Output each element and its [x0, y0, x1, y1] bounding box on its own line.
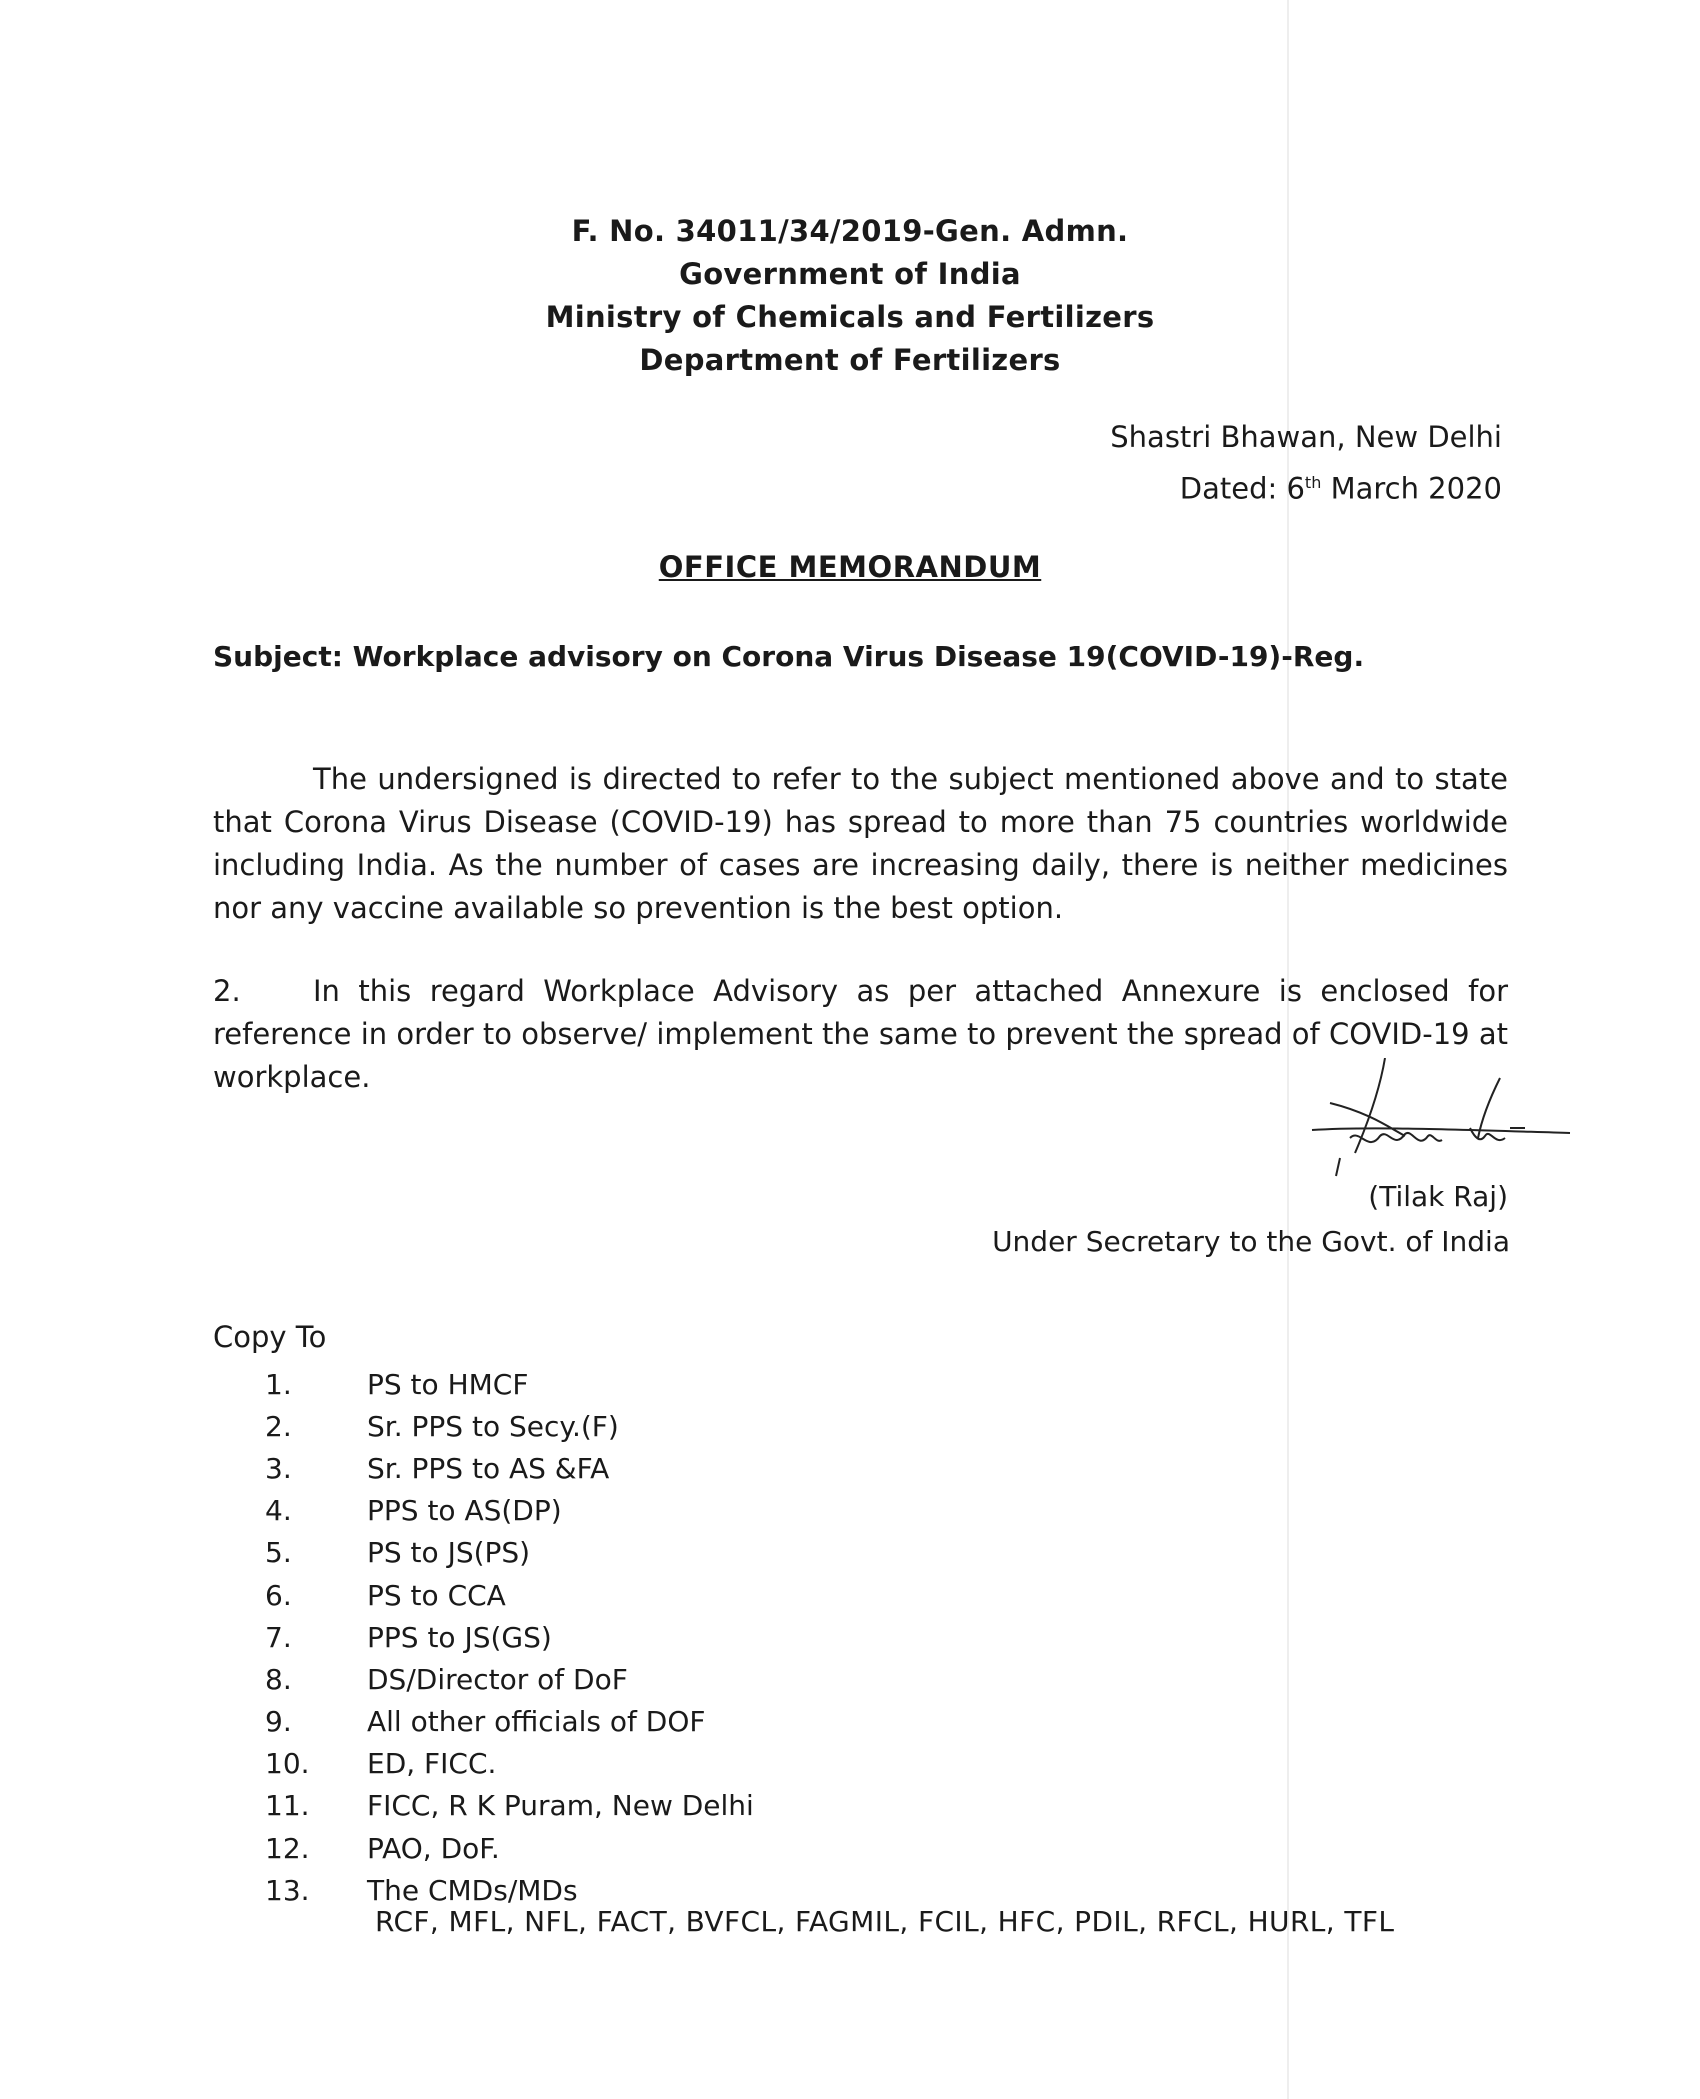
handwritten-signature: [1310, 1058, 1590, 1188]
list-item: 9. All other officials of DOF: [265, 1705, 706, 1739]
list-item: 10. ED, FICC.: [265, 1747, 497, 1781]
letterhead: [0, 210, 1700, 382]
list-item: 13. The CMDs/MDs: [265, 1873, 578, 1907]
department-line: Department of Fertilizers: [639, 343, 1061, 377]
date-line: Dated: 6th March 2020: [1179, 471, 1502, 506]
list-item: 12. PAO, DoF.: [265, 1831, 500, 1865]
place-and-date: [1110, 415, 1502, 512]
list-item: 4. PPS to AS(DP): [265, 1494, 562, 1528]
copy-to-heading: Copy To: [213, 1320, 327, 1354]
paragraph-2-text: In this regard Workplace Advisory as per attached Annexure is enclosed for reference in order to observe/ implement the same to prevent the spread of COVID-19 at workplace.: [213, 974, 1508, 1094]
paragraph-1: The undersigned is directed to refer to the subject mentioned above and to state that Corona Virus Disease (COVID-19) has spread to more than 75 countries worldwide including India. As the number of cases are increasing daily, there is neither medicines nor any vaccine available so prevention is the best option.: [213, 762, 1508, 925]
file-number: F. No. 34011/34/2019-Gen. Admn.: [571, 214, 1129, 248]
list-item: 2. Sr. PPS to Secy.(F): [265, 1409, 619, 1443]
subject-line: Subject: Workplace advisory on Corona Virus Disease 19(COVID-19)-Reg.: [213, 640, 1365, 673]
ministry-line: Ministry of Chemicals and Fertilizers: [545, 300, 1155, 334]
list-item: 8. DS/Director of DoF: [265, 1662, 628, 1696]
copy-to-list: [265, 1363, 754, 1911]
list-item: 7. PPS to JS(GS): [265, 1620, 552, 1654]
list-item: 11. FICC, R K Puram, New Delhi: [265, 1789, 754, 1823]
government-line: Government of India: [679, 257, 1021, 291]
memo-title: OFFICE MEMORANDUM: [658, 550, 1042, 584]
place: Shastri Bhawan, New Delhi: [1110, 420, 1502, 454]
list-item: 6. PS to CCA: [265, 1578, 506, 1612]
cmd-companies-list: RCF, MFL, NFL, FACT, BVFCL, FAGMIL, FCIL, HFC, PDIL, RFCL, HURL, TFL: [375, 1905, 1395, 1938]
signatory-designation: Under Secretary to the Govt. of India: [992, 1225, 1510, 1258]
list-item: 5. PS to JS(PS): [265, 1536, 531, 1570]
list-item: 3. Sr. PPS to AS &FA: [265, 1451, 610, 1485]
list-item: 1. PS to HMCF: [265, 1367, 529, 1401]
paragraph-number: 2.: [213, 974, 241, 1008]
signatory-name: (Tilak Raj): [1368, 1180, 1508, 1213]
